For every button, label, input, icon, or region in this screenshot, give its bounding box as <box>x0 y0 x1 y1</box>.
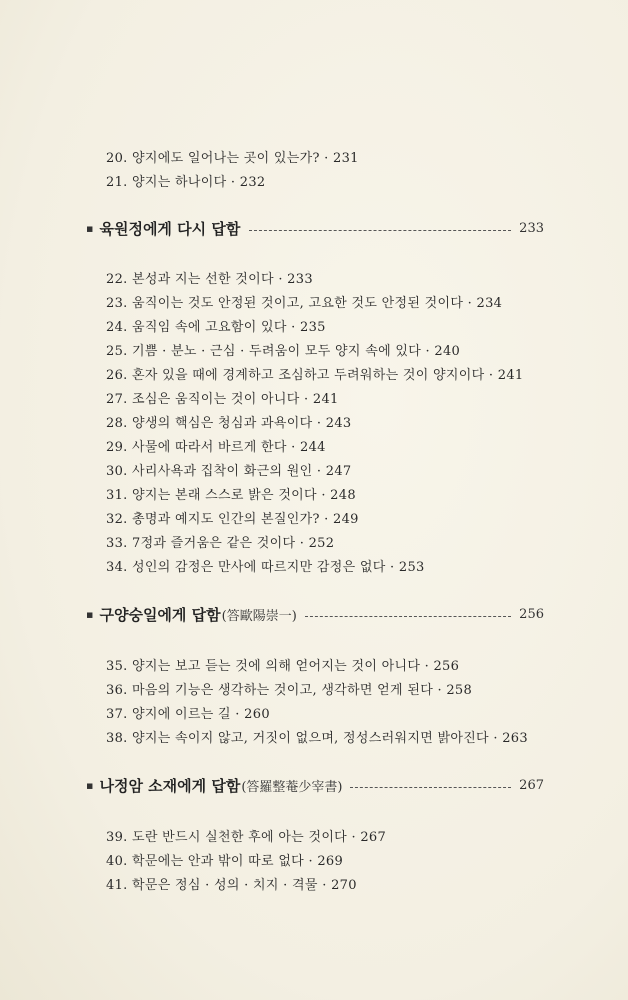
toc-section-heading <box>86 603 544 625</box>
section-title: 구양숭일에게 답함 <box>99 605 221 624</box>
toc-entry: 38. 양지는 속이지 않고, 거짓이 없으며, 정성스러워지면 밝아진다 · 263 <box>106 731 528 746</box>
toc-entry: 30. 사리사욕과 집착이 화근의 원인 · 247 <box>106 464 352 479</box>
dot-leader <box>350 787 511 788</box>
toc-entry: 36. 마음의 기능은 생각하는 것이고, 생각하면 얻게 된다 · 258 <box>106 683 473 698</box>
dot-leader <box>249 230 511 231</box>
section-hanja: (答羅整菴少宰書) <box>241 779 343 795</box>
toc-entry: 20. 양지에도 일어나는 곳이 있는가? · 231 <box>106 151 359 166</box>
toc-entry: 33. 7정과 즐거움은 같은 것이다 · 252 <box>106 536 335 551</box>
toc-entry: 27. 조심은 움직이는 것이 아니다 · 241 <box>106 392 339 407</box>
toc-entry: 32. 총명과 예지도 인간의 본질인가? · 249 <box>106 512 359 527</box>
toc-entry: 37. 양지에 이르는 길 · 260 <box>106 707 270 722</box>
section-page-number: 256 <box>519 606 544 622</box>
toc-entry: 35. 양지는 보고 듣는 것에 의해 얻어지는 것이 아니다 · 256 <box>106 659 460 674</box>
toc-entry: 41. 학문은 정심 · 성의 · 치지 · 격물 · 270 <box>106 878 357 893</box>
toc-entry: 40. 학문에는 안과 밖이 따로 없다 · 269 <box>106 854 344 869</box>
bullet-icon: ▪ <box>86 778 94 792</box>
toc-entry: 24. 움직임 속에 고요함이 있다 · 235 <box>106 320 326 335</box>
toc-entry: 34. 성인의 감정은 만사에 따르지만 감정은 없다 · 253 <box>106 560 425 575</box>
toc-entry: 39. 도란 반드시 실천한 후에 아는 것이다 · 267 <box>106 830 387 845</box>
dot-leader <box>305 616 511 617</box>
section-hanja: (答歐陽崇一) <box>221 608 297 624</box>
toc-entry: 22. 본성과 지는 선한 것이다 · 233 <box>106 272 313 287</box>
bullet-icon: ▪ <box>86 607 94 621</box>
section-page-number: 267 <box>519 777 544 793</box>
bullet-icon: ▪ <box>86 221 94 235</box>
toc-section-heading <box>86 774 544 796</box>
section-title: 육원정에게 다시 답함 <box>99 219 241 238</box>
toc-entry: 31. 양지는 본래 스스로 밝은 것이다 · 248 <box>106 488 356 503</box>
toc-entry: 21. 양지는 하나이다 · 232 <box>106 175 266 190</box>
section-title: 나정암 소재에게 답함 <box>99 776 241 795</box>
toc-section-heading <box>86 217 544 239</box>
section-page-number: 233 <box>519 220 544 236</box>
toc-entry: 23. 움직이는 것도 안정된 것이고, 고요한 것도 안정된 것이다 · 234 <box>106 296 503 311</box>
toc-entry: 26. 혼자 있을 때에 경계하고 조심하고 두려워하는 것이 양지이다 · 241 <box>106 368 524 383</box>
toc-entry: 29. 사물에 따라서 바르게 한다 · 244 <box>106 440 326 455</box>
toc-entry: 28. 양생의 핵심은 청심과 과욕이다 · 243 <box>106 416 352 431</box>
toc-entry: 25. 기쁨 · 분노 · 근심 · 두려움이 모두 양지 속에 있다 · 240 <box>106 344 461 359</box>
